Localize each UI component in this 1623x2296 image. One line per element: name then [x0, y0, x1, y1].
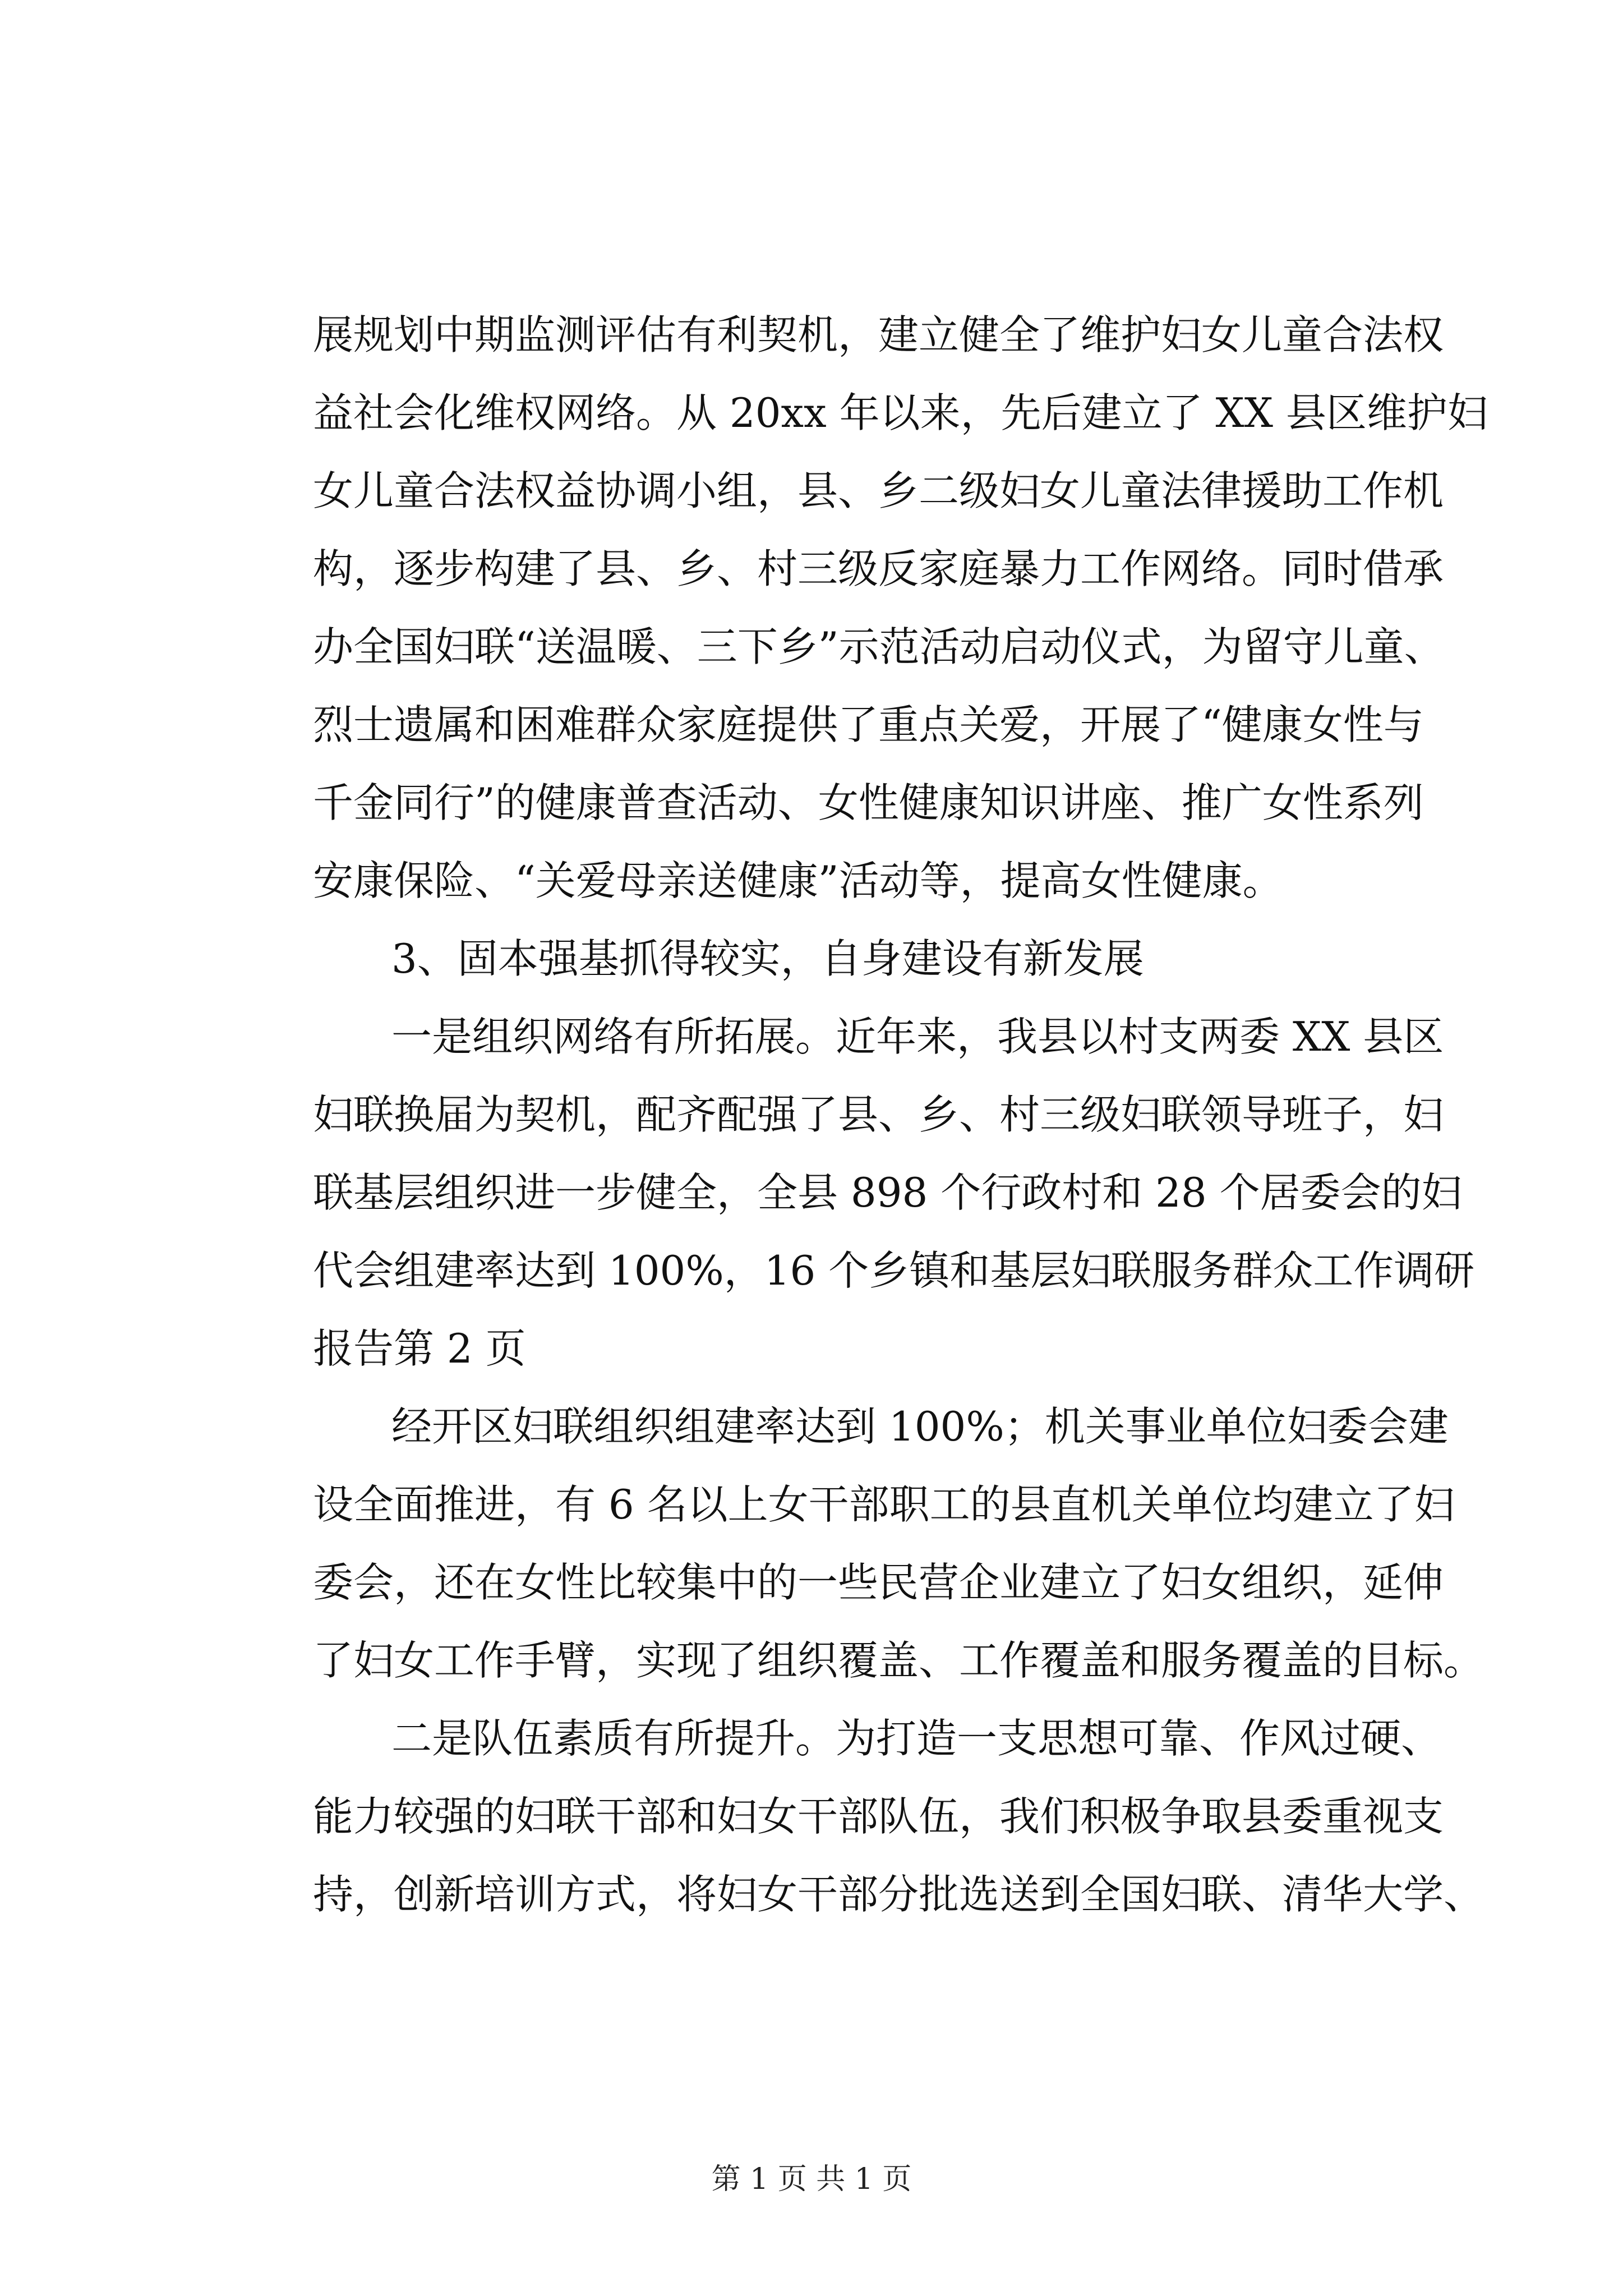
text-line: 了妇女工作手臂，实现了组织覆盖、工作覆盖和服务覆盖的目标。 [313, 1637, 1484, 1684]
text-line: 女儿童合法权益协调小组，县、乡二级妇女儿童法律援助工作机 [313, 467, 1444, 514]
text-line: 报告第 2 页 [313, 1325, 526, 1372]
text-line: 委会，还在女性比较集中的一些民营企业建立了妇女组织，延伸 [313, 1559, 1444, 1606]
text-line: 展规划中期监测评估有利契机，建立健全了维护妇女儿童合法权 [313, 311, 1444, 358]
text-line: 代会组建率达到 100%，16 个乡镇和基层妇联服务群众工作调研 [313, 1247, 1475, 1294]
page-number: 第 1 页 共 1 页 [711, 2162, 912, 2196]
text-line: 一是组织网络有所拓展。近年来，我县以村支两委 XX 县区 [391, 1013, 1444, 1060]
text-line: 设全面推进，有 6 名以上女干部职工的县直机关单位均建立了妇 [313, 1481, 1455, 1528]
text-line: 持，创新培训方式，将妇女干部分批选送到全国妇联、清华大学、 [313, 1871, 1484, 1918]
section-heading: 3、固本强基抓得较实，自身建设有新发展 [391, 935, 1144, 982]
text-line: 联基层组织进一步健全，全县 898 个行政村和 28 个居委会的妇 [313, 1169, 1462, 1216]
text-line: 经开区妇联组织组建率达到 100%；机关事业单位妇委会建 [391, 1403, 1449, 1450]
page-footer [0, 2160, 1623, 2199]
text-line: 益社会化维权网络。从 20xx 年以来，先后建立了 XX 县区维护妇 [313, 389, 1488, 436]
text-line: 妇联换届为契机，配齐配强了县、乡、村三级妇联领导班子，妇 [313, 1091, 1444, 1138]
text-line: 烈士遗属和困难群众家庭提供了重点关爱，开展了“健康女性与 [313, 701, 1424, 748]
text-line: 构，逐步构建了县、乡、村三级反家庭暴力工作网络。同时借承 [313, 545, 1444, 592]
text-line: 千金同行”的健康普查活动、女性健康知识讲座、推广女性系列 [313, 779, 1424, 826]
document-body [313, 296, 1488, 1934]
text-line: 二是队伍素质有所提升。为打造一支思想可靠、作风过硬、 [391, 1715, 1442, 1762]
text-line: 能力较强的妇联干部和妇女干部队伍，我们积极争取县委重视支 [313, 1793, 1444, 1840]
text-line: 安康保险、“关爱母亲送健康”活动等，提高女性健康。 [313, 857, 1283, 904]
text-line: 办全国妇联“送温暖、三下乡”示范活动启动仪式，为留守儿童、 [313, 623, 1445, 670]
